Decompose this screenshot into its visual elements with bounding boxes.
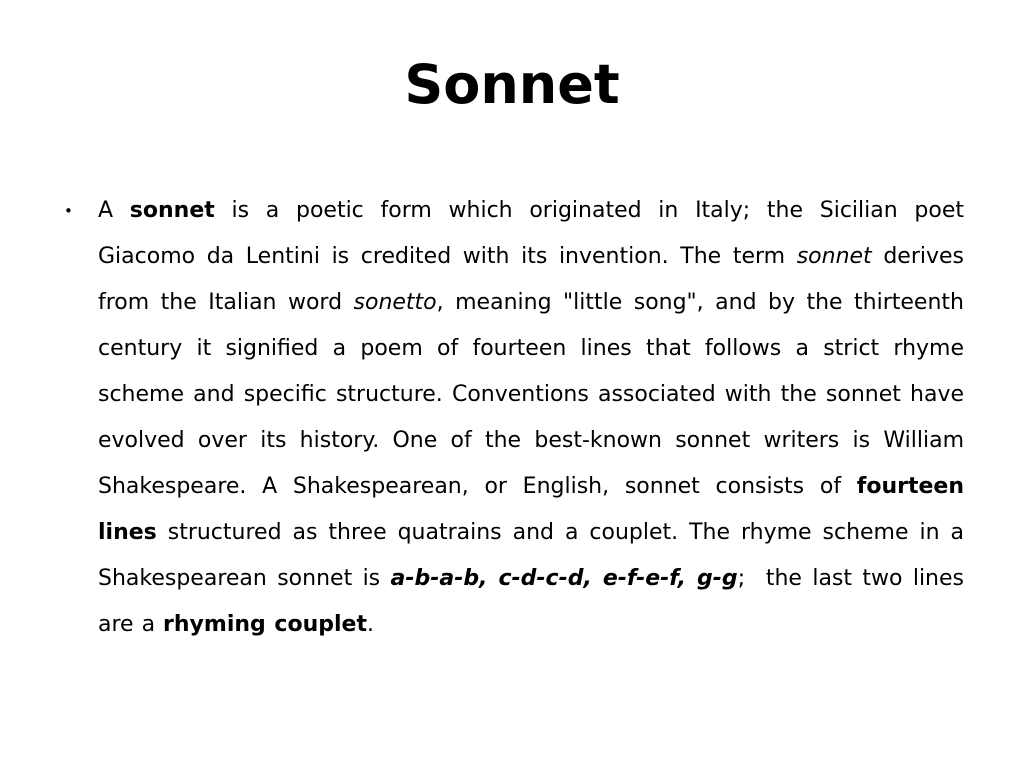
text-segment-bold: sonnet xyxy=(129,198,215,224)
bullet-item xyxy=(64,188,973,648)
text-segment-italic: sonetto xyxy=(353,290,437,316)
text-segment-bold: rhyming couplet xyxy=(163,612,367,638)
bullet-marker: • xyxy=(64,202,73,221)
text-segment: derives from the Italian word xyxy=(98,244,972,316)
text-segment-italic: sonnet xyxy=(796,244,872,270)
text-segment: A xyxy=(98,198,130,224)
text-segment: ; the last two lines are a xyxy=(98,566,972,638)
slide-title: Sonnet xyxy=(404,53,620,116)
text-segment: is a poetic form which originated in Italy; the Sicilian poet Giacomo da Lentini is credited with its invention. The term xyxy=(98,198,972,270)
body-paragraph xyxy=(98,188,973,648)
text-segment: , meaning "little song", and by the thirteenth century it signified a poem of fourteen lines that follows a strict rhyme scheme and specific structure. Conventions associated with the sonnet have evolved over its history. One of the best-known sonnet writers is William Shakespeare. A Shakespearean, or English, sonnet consists of xyxy=(98,290,972,500)
text-segment: structured as three quatrains and a couplet. The rhyme scheme in a Shakespearean sonnet is xyxy=(98,520,972,592)
text-segment: . xyxy=(366,612,374,638)
text-segment-bold: fourteen lines xyxy=(98,474,973,546)
text-segment-bold-italic: a-b-a-b, c-d-c-d, e-f-e-f, g-g xyxy=(390,566,738,592)
